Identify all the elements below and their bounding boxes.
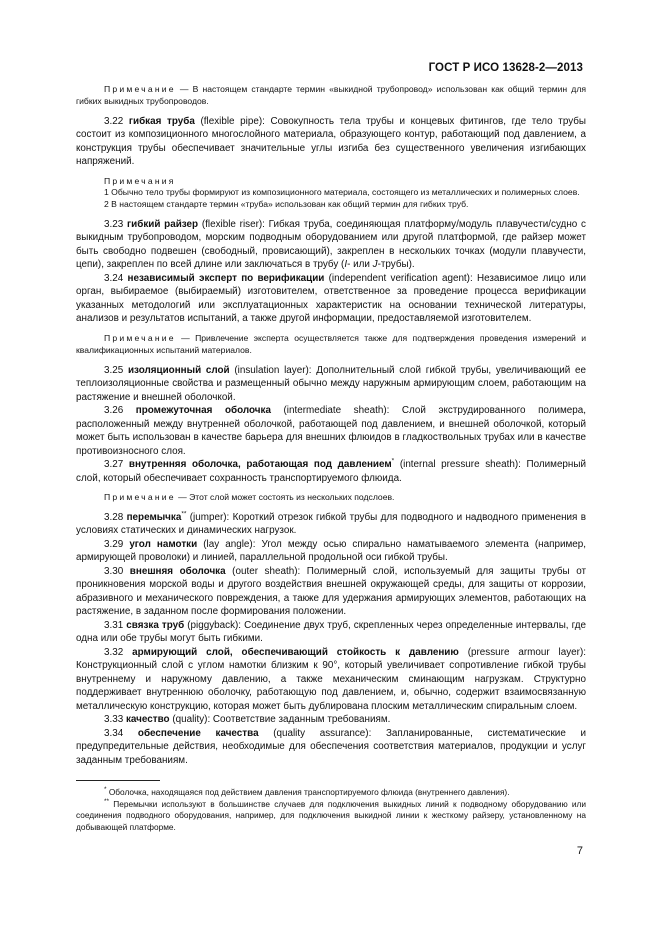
term-3-30: 3.30 внешняя оболочка (outer sheath): Полимерный слой, используемый для защиты трубы от проникновения морской воды и другого воздействия внешней окружающей среды, для защиты от коррозии, абразивного и механического повреждения, а также для удержания армирующих элементов, работающих на растяжение, в заданном после формирования положении. <box>76 565 586 618</box>
standard-header: ГОСТ Р ИСО 13628-2—2013 <box>428 62 583 74</box>
term-name: гибкая труба <box>128 115 195 127</box>
term-name: связка труб <box>126 619 185 631</box>
note-item: 2 В настоящем стандарте термин «труба» использован как общий термин для гибких труб. <box>104 199 469 210</box>
term-name: качество <box>125 714 170 726</box>
term-name: перемычка <box>126 511 182 523</box>
term-3-29: 3.29 угол намотки (lay angle): Угол между осью спирально наматываемого элемента (например, армирующей проволоки) и линией, параллельной продольной оси гибкой трубы. <box>76 538 586 564</box>
term-3-23: 3.23 гибкий райзер (flexible riser): Гибкая труба, соединяющая платформу/модуль плавучести/судно с выкидным трубопроводом, морским подводным оборудованием или другой платформой, где райзер может быть свободно подвешен (свободный, провисающий), закреплен в нескольких точках (модули плавучести, цепи), закреплен по всей длине или заключаться в трубу (I- или J-трубы). <box>76 218 586 271</box>
term-3-31: 3.31 связка труб (piggyback): Соединение двух труб, скрепленных через определенные интервалы, где одна или обе трубы могут быть гибкими. <box>76 619 586 645</box>
footnote-ref: ** <box>181 510 187 518</box>
footnote: * Оболочка, находящаяся под действием давления транспортируемого флюида (внутреннего давления). <box>104 786 510 797</box>
term-3-27: 3.27 внутренняя оболочка, работающая под давлением* (internal pressure sheath): Полимерный слой, который обеспечивает сохранность транспортируемого флюида. <box>76 457 586 484</box>
term-3-34: 3.34 обеспечение качества (quality assurance): Запланированные, систематические и предупредительные действия, необходимые для обеспечения соответствия материалов, продукции и услуг заданным требованиям. <box>76 727 586 766</box>
note-paragraph: Примечание — Этот слой может состоять из нескольких подслоев. <box>104 492 395 503</box>
footnote: ** Перемычки используют в большинстве случаев для подключения выкидных линий к подводному оборудованию или соединения подводного оборудования, например, для подключения выкидной линии к жесткому райзеру, установленному на добывающей платформе. <box>76 797 586 832</box>
term-3-26: 3.26 промежуточная оболочка (intermediate sheath): Слой экструдированного полимера, расположенный между внутренней оболочкой, работающей под давлением, и внешней оболочкой, который может быть использован в качестве барьера для внешних флюидов в гладкоствольных трубах или в качестве противоизносного слоя. <box>76 405 586 457</box>
term-name: внутренняя оболочка, работающая под давлением <box>128 459 392 471</box>
note-label: Примечание <box>104 84 176 94</box>
term-name: изоляционный слой <box>127 364 230 376</box>
term-3-32: 3.32 армирующий слой, обеспечивающий стойкость к давлению (pressure armour layer): Конструкционный слой с углом намотки близким к 90°, который увеличивает сопротивление гибкой трубы внутреннему и наружному давлению, а также механическим сминающим нагрузкам. Структурно поддерживает внутреннюю оболочку, работающую под давлением, и, обычно, содержит взаимосвязанную металлическую конструкцию, которая может быть дублирована плоским металлическим спиральным слоем. <box>76 646 586 712</box>
term-3-28: 3.28 перемычка** (jumper): Короткий отрезок гибкой трубы для подводного и надводного применения в условиях статических и динамических нагрузок. <box>76 510 586 537</box>
footnotes <box>76 787 586 833</box>
note-paragraph: Примечание — Привлечение эксперта осуществляется также для подтверждения проведения измерений и квалификационных испытаний материалов. <box>76 332 586 355</box>
page-body <box>76 84 586 767</box>
term-3-25: 3.25 изоляционный слой (insulation layer): Дополнительный слой гибкой трубы, увеличивающий ее теплоизоляционные свойства и размещенный обычно между наружным армирующим слоем, работающим на растяжение и внешней оболочкой. <box>76 364 586 403</box>
note-paragraph: Примечание — В настоящем стандарте термин «выкидной трубопровод» использован как общий термин для гибких выкидных трубопроводов. <box>76 84 586 106</box>
term-name: обеспечение качества <box>137 727 259 739</box>
term-3-33: 3.33 качество (quality): Соответствие заданным требованиям. <box>104 714 391 726</box>
note-item: 1 Обычно тело трубы формируют из композиционного материала, состоящего из металлических и полимерных слоев. <box>104 187 580 198</box>
term-name: гибкий райзер <box>127 218 199 230</box>
term-name: независимый эксперт по верификации <box>127 272 325 284</box>
term-name: угол намотки <box>129 538 198 550</box>
term-name: внешняя оболочка <box>129 565 226 577</box>
page-number: 7 <box>576 845 583 857</box>
notes-heading: Примечания <box>104 175 176 186</box>
footnote-ref: * <box>391 457 395 465</box>
term-3-22: 3.22 гибкая труба (flexible pipe): Совокупность тела трубы и концевых фитингов, где тело трубы состоит из композиционного многослойного материала, образующего контур, работающий под давлением, а конструкция трубы обеспечивает значительные углы изгиба без существенного увеличения изгибающих напряжений. <box>76 115 587 168</box>
term-name: промежуточная оболочка <box>135 405 271 417</box>
term-3-24: 3.24 независимый эксперт по верификации (independent verification agent): Независимое лицо или орган, выбираемое (выбираемый) изготовителем, ответственное за проведение процесса верификации указанных методологий или эксплуатационных характеристик на основании технической литературы, анализов и результатов испытаний, а также другой информации, предоставляемой изготовителем. <box>76 272 586 325</box>
note-text: В настоящем стандарте термин «выкидной трубопровод» использован как общий термин для гибких выкидных трубопроводов. <box>76 84 586 106</box>
term-name: армирующий слой, обеспечивающий стойкость к давлению <box>132 646 459 658</box>
footnote-divider <box>76 780 160 781</box>
